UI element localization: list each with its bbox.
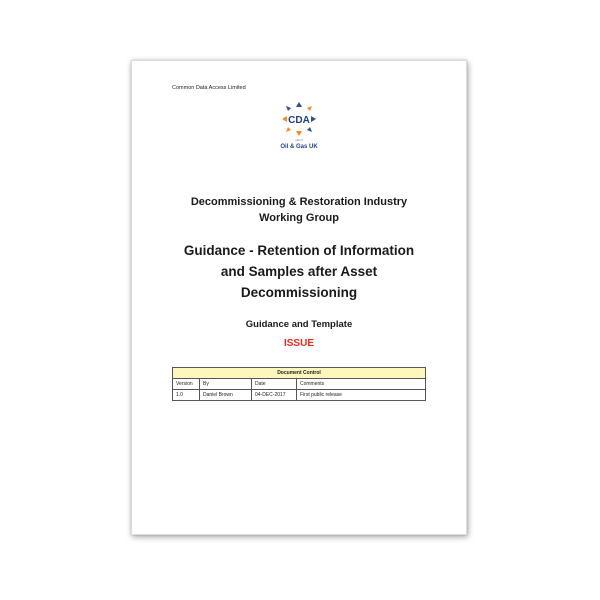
company-name: Common Data Access Limited — [172, 85, 246, 91]
cda-logo — [279, 101, 319, 153]
working-group-heading — [132, 194, 466, 226]
document-control-caption: Document Control — [173, 368, 426, 379]
column-header-comments: Comments — [297, 379, 426, 390]
title-line-2: and Samples after Asset — [220, 264, 378, 279]
cell-version: 1.0 — [173, 390, 200, 401]
column-header-by: By — [200, 379, 252, 390]
title-line-1: Guidance - Retention of Information — [183, 243, 415, 258]
table-row — [173, 390, 426, 401]
title-line-3: Decommissioning — [240, 285, 358, 300]
working-group-line-1: Decommissioning & Restoration Industry — [190, 196, 408, 208]
cell-by: Daniel Brown — [200, 390, 252, 401]
column-header-date: Date — [252, 379, 297, 390]
logo-small-text: part of — [295, 139, 303, 142]
document-title — [132, 240, 466, 303]
document-page — [131, 60, 467, 535]
logo-text: CDA — [288, 115, 310, 126]
table-header-row — [173, 379, 426, 390]
cell-date: 04-DEC-2017 — [252, 390, 297, 401]
cell-comments: First public release — [297, 390, 426, 401]
column-header-version: Version — [173, 379, 200, 390]
document-subtitle: Guidance and Template — [245, 319, 353, 330]
document-control-table — [172, 367, 426, 401]
working-group-line-2: Working Group — [259, 212, 339, 224]
issue-label: ISSUE — [283, 338, 314, 349]
logo-org-text: Oil & Gas UK — [280, 144, 318, 150]
